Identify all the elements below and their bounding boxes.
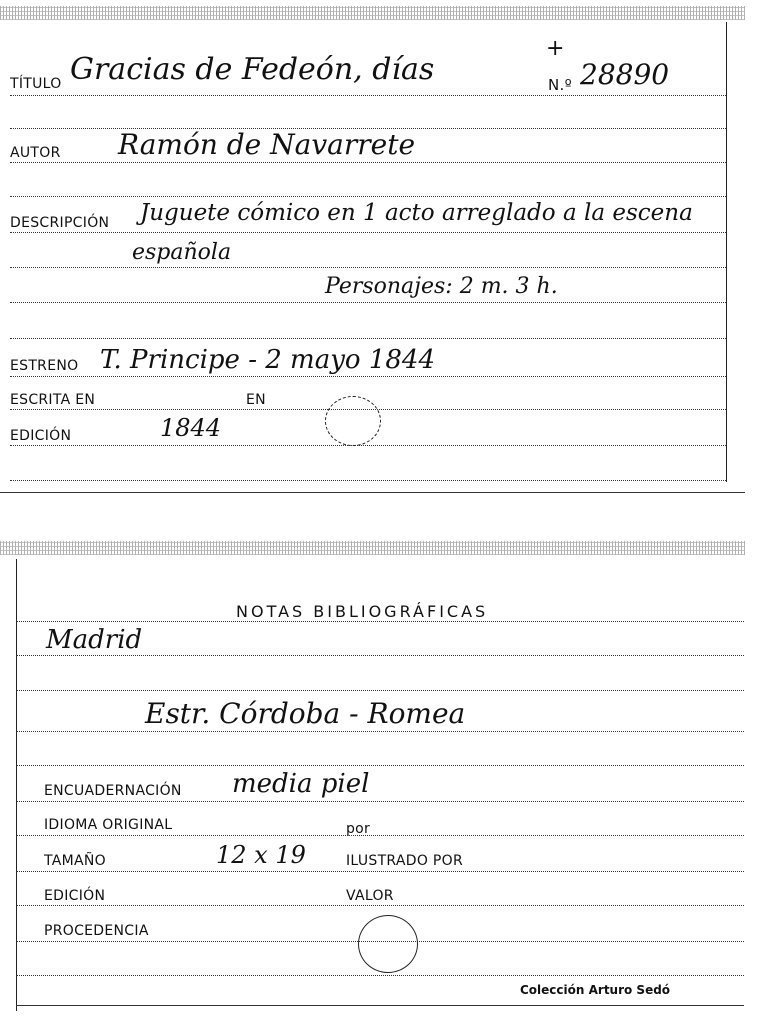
- numero-mark: +: [546, 36, 565, 61]
- autor-rule: [10, 162, 726, 163]
- descripcion-label: DESCRIPCIÓN: [10, 215, 110, 231]
- titulo-label: TÍTULO: [10, 76, 62, 92]
- descripcion-rule-2: [10, 267, 726, 268]
- autor-value: Ramón de Navarrete: [118, 128, 416, 161]
- ilustrado-label: ILUSTRADO POR: [346, 853, 463, 869]
- edicion2-label: EDICIÓN: [44, 888, 106, 904]
- card2-left-border: [16, 559, 17, 1011]
- rule-4: [10, 196, 726, 197]
- bottom-rule: [16, 1005, 744, 1006]
- notes-rule-2: [16, 690, 744, 691]
- encuadernacion-label: ENCUADERNACIÓN: [44, 783, 182, 799]
- stamp-circle-2: [358, 915, 418, 973]
- titulo-value: Gracias de Fedeón, días: [70, 52, 435, 87]
- collection-footer: Colección Arturo Sedó: [520, 983, 671, 997]
- tamano-value: 12 x 19: [216, 841, 306, 869]
- autor-label: AUTOR: [10, 145, 61, 161]
- card-bottom-edge: [0, 541, 745, 555]
- notas-header: NOTAS BIBLIOGRÁFICAS: [236, 602, 489, 621]
- descripcion-line1: Juguete cómico en 1 acto arreglado a la escena: [140, 200, 693, 226]
- card-divider: [0, 492, 745, 493]
- notes-rule-4: [16, 765, 744, 766]
- tamano-rule: [16, 871, 744, 872]
- card-right-border: [726, 22, 727, 482]
- valor-label: VALOR: [346, 888, 394, 904]
- estreno-value: T. Principe - 2 mayo 1844: [100, 345, 435, 375]
- descripcion-line3: Personajes: 2 m. 3 h.: [325, 274, 558, 299]
- header-rule: [16, 621, 744, 622]
- rule-last: [16, 975, 744, 976]
- edicion-value: 1844: [160, 414, 222, 442]
- edicion-label: EDICIÓN: [10, 428, 72, 444]
- numero-label: N.º: [548, 76, 572, 94]
- catalog-card-bottom: [0, 535, 745, 1015]
- rule-8: [10, 338, 726, 339]
- encuadernacion-rule: [16, 801, 744, 802]
- estreno-rule: [10, 376, 726, 377]
- notes-rule-1: [16, 655, 744, 656]
- idioma-rule: [16, 835, 744, 836]
- estreno-label: ESTRENO: [10, 358, 79, 374]
- tamano-label: TAMAÑO: [44, 853, 106, 869]
- notes-line2: Estr. Córdoba - Romea: [145, 697, 466, 730]
- stamp-circle: [325, 396, 381, 446]
- rule-12: [10, 480, 726, 481]
- descripcion-rule-3: [10, 302, 726, 303]
- card-top-edge: [0, 6, 745, 20]
- numero-value: 28890: [580, 58, 670, 91]
- notes-rule-3: [16, 731, 744, 732]
- encuadernacion-value: media piel: [232, 769, 370, 799]
- escrita-en-label: ESCRITA EN: [10, 392, 96, 408]
- descripcion-rule-1: [10, 232, 726, 233]
- catalog-card-top: [0, 0, 745, 492]
- procedencia-label: PROCEDENCIA: [44, 923, 149, 939]
- notes-line1: Madrid: [46, 625, 143, 655]
- por-label: por: [346, 821, 371, 837]
- edicion-rule: [10, 445, 726, 446]
- titulo-rule: [10, 95, 726, 96]
- idioma-label: IDIOMA ORIGINAL: [44, 817, 173, 833]
- descripcion-line2: española: [132, 240, 232, 265]
- en-label: EN: [246, 392, 266, 408]
- edicion2-rule: [16, 905, 744, 906]
